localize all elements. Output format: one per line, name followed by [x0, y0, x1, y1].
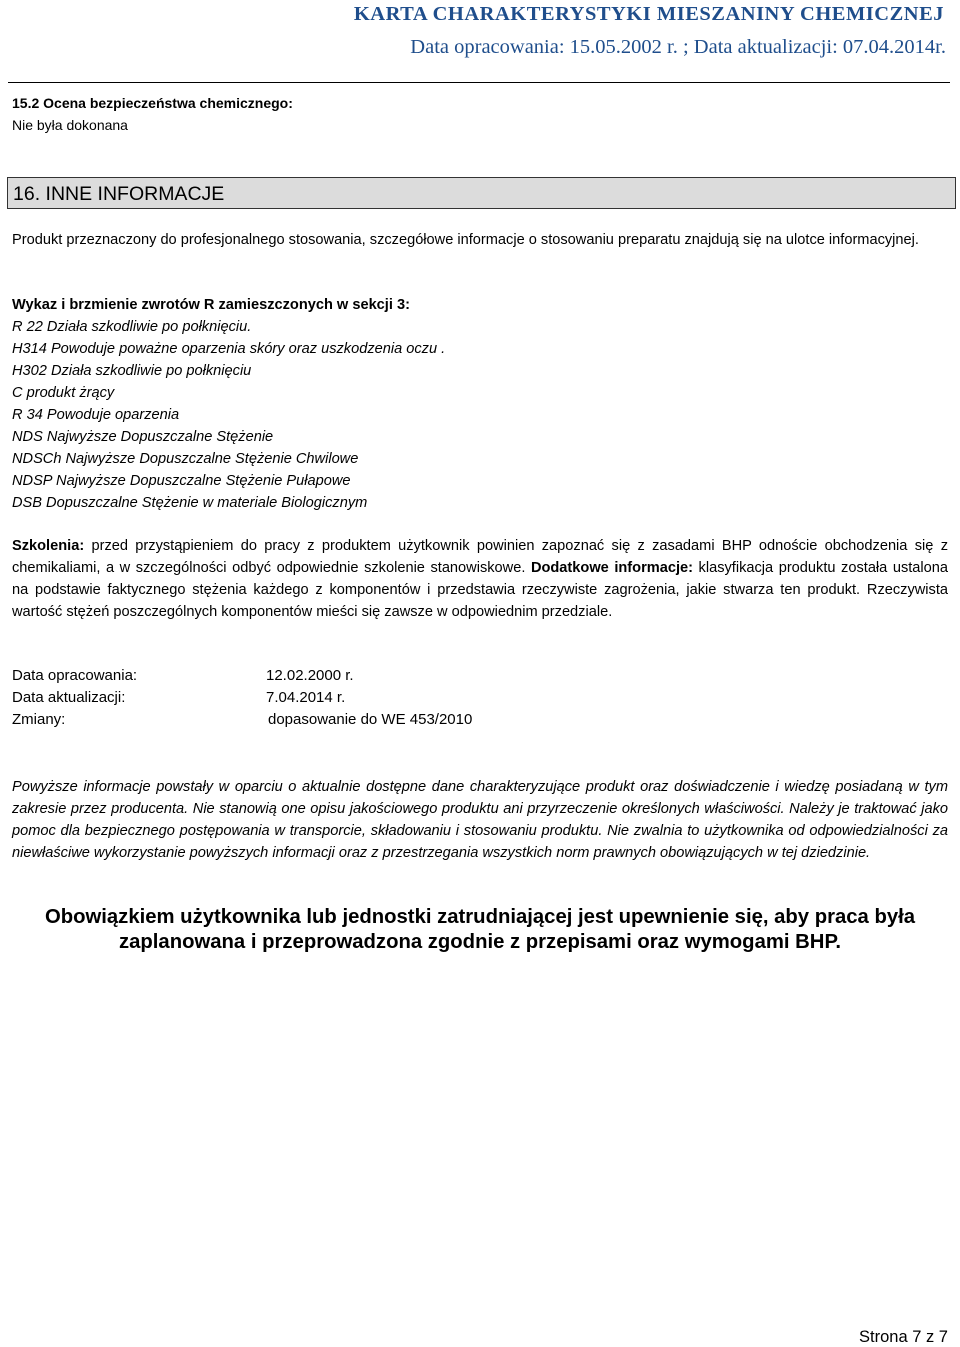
- updated-label: Data aktualizacji:: [12, 689, 126, 706]
- changes-label: Zmiany:: [12, 711, 66, 728]
- phrase-item: H314 Powoduje poważne oparzenia skóry oraz uszkodzenia oczu .: [12, 341, 446, 357]
- disclaimer-paragraph: Powyższe informacje powstały w oparciu o aktualnie dostępne dane charakteryzujące produkt oraz doświadczenie i wiedzę posiadaną w tym zakresie przez producenta. Nie stanowią one opisu jakościowego produktu ani przyrzeczenie określonych właściwości. Należy je traktować jako pomoc dla bezpiecznego postępowania w transporcie, składowaniu i stosowaniu produktu. Nie zwalnia to użytkownika od odpowiedzialności za niewłaściwe wykorzystanie powyższych informacji oraz z przestrzegania wszystkich norm prawnych obowiązujących w tej dziedzinie.: [12, 779, 948, 861]
- updated-value: 7.04.2014 r.: [266, 689, 346, 706]
- training-text: przed przystąpieniem do pracy z produktem użytkownik powinien zapoznać się z zasadami BHP odnoście obchodzenia się z chemikaliami, a w szczególności odbyć odpowiednie szkolenie stanowiskowe.: [12, 538, 948, 576]
- section-15-2-title: 15.2 Ocena bezpieczeństwa chemicznego:: [12, 95, 293, 111]
- extra-info-text: klasyfikacja produktu została ustalona na podstawie faktycznego stężenia każdego z komponentów i przedstawia rzeczywiste zagrożenia, jakie stwarza ten produkt. Rzeczywista wartość stężeń poszczególnych komponentów mieści się zawsze w odpowiednim przedziale.: [12, 560, 949, 620]
- created-label: Data opracowania:: [12, 667, 138, 684]
- r-phrases-list-title: Wykaz i brzmienie zwrotów R zamieszczonych w sekcji 3:: [12, 297, 410, 313]
- section-15-2-text: Nie była dokonana: [12, 117, 128, 133]
- final-notice: Obowiązkiem użytkownika lub jednostki zatrudniającej jest upewnienie się, aby praca była zaplanowana i przeprowadzona zgodnie z przepisami oraz wymogami BHP.: [44, 906, 916, 953]
- training-label: Szkolenia:: [12, 538, 85, 554]
- document-title: KARTA CHARAKTERYSTYKI MIESZANINY CHEMICZNEJ: [353, 3, 944, 25]
- phrase-item: H302 Działa szkodliwie po połknięciu: [12, 363, 252, 379]
- phrase-item: NDS Najwyższe Dopuszczalne Stężenie: [12, 429, 274, 445]
- phrase-item: R 22 Działa szkodliwie po połknięciu.: [12, 319, 252, 335]
- phrase-item: R 34 Powoduje oparzenia: [12, 407, 180, 423]
- training-paragraph: [12, 535, 948, 623]
- section-16-intro: Produkt przeznaczony do profesjonalnego stosowania, szczegółowe informacje o stosowaniu preparatu znajdują się na ulotce informacyjnej.: [12, 232, 919, 248]
- section-16-title: 16. INNE INFORMACJE: [13, 183, 225, 205]
- phrase-item: DSB Dopuszczalne Stężenie w materiale Biologicznym: [12, 495, 368, 511]
- phrase-item: C produkt żrący: [12, 385, 115, 401]
- section-16-header: [7, 177, 956, 209]
- extra-info-label: Dodatkowe informacje:: [530, 560, 693, 576]
- page-number: Strona 7 z 7: [859, 1328, 948, 1346]
- phrase-item: NDSP Najwyższe Dopuszczalne Stężenie Pułapowe: [12, 473, 351, 489]
- phrase-item: NDSCh Najwyższe Dopuszczalne Stężenie Chwilowe: [12, 451, 359, 467]
- header-divider: [8, 82, 950, 83]
- created-value: 12.02.2000 r.: [266, 667, 354, 684]
- document-dates: Data opracowania: 15.05.2002 r. ; Data aktualizacji: 07.04.2014r.: [410, 36, 946, 58]
- changes-value: dopasowanie do WE 453/2010: [268, 711, 473, 728]
